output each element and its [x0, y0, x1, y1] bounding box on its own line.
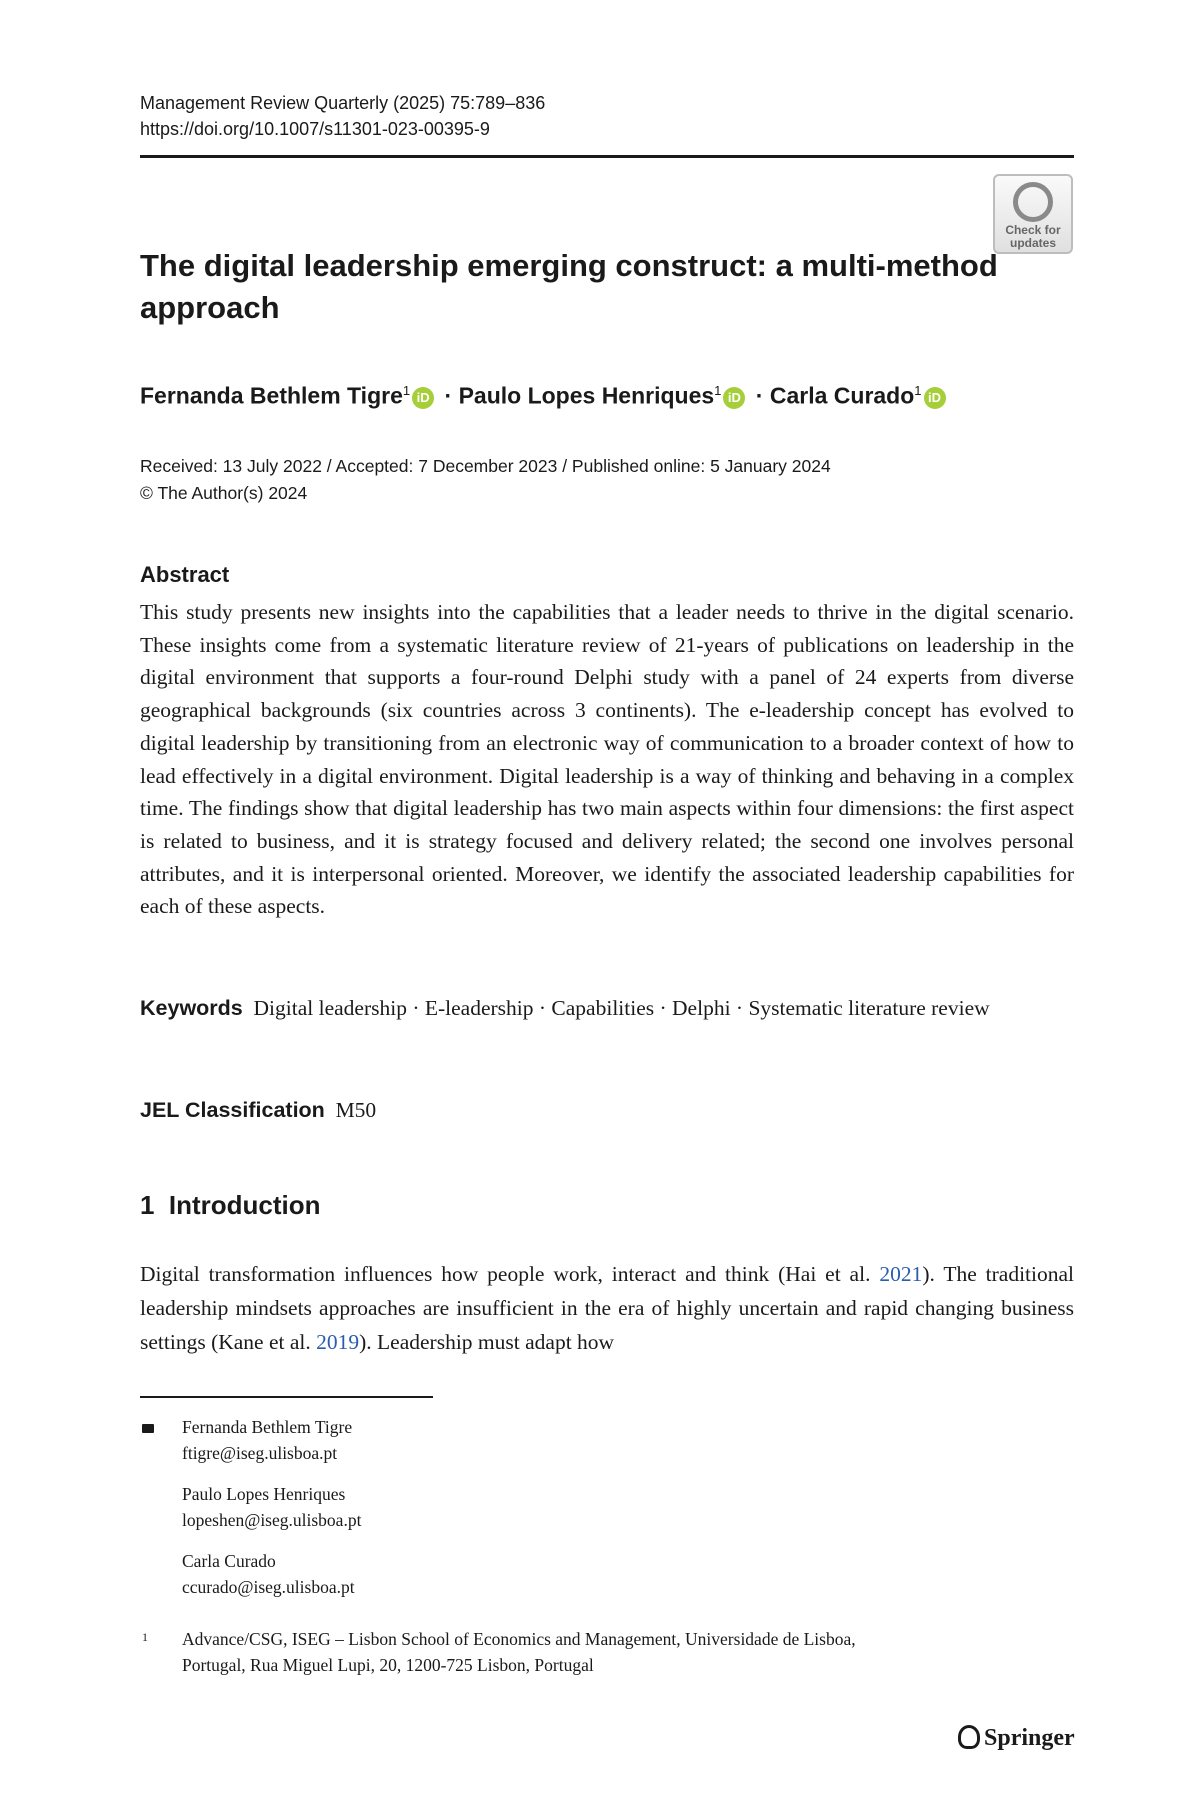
- envelope-icon: [142, 1424, 154, 1433]
- keywords: [140, 992, 1074, 1025]
- doi-link[interactable]: https://doi.org/10.1007/s11301-023-00395-9: [140, 119, 490, 139]
- contact-email[interactable]: lopeshen@iseg.ulisboa.pt: [182, 1510, 362, 1530]
- contact-email[interactable]: ftigre@iseg.ulisboa.pt: [182, 1443, 338, 1463]
- keywords-label: Keywords: [140, 996, 243, 1020]
- paper-title: The digital leadership emerging construct: a multi-method approach: [140, 248, 998, 325]
- author-name[interactable]: Paulo Lopes Henriques: [458, 382, 715, 409]
- contact-name: Carla Curado: [182, 1551, 276, 1571]
- header-rule: [140, 155, 1074, 158]
- affiliation-number: 1: [142, 1630, 148, 1644]
- author-affil-mark: 1: [914, 383, 922, 398]
- dates-line: Received: 13 July 2022 / Accepted: 7 December 2023 / Published online: 5 January 2024: [140, 456, 831, 476]
- publisher-name: Springer: [984, 1725, 1075, 1751]
- section-heading-introduction: 1 Introduction: [140, 1190, 321, 1220]
- orcid-icon[interactable]: iD: [924, 387, 946, 409]
- affiliation-line: Portugal, Rua Miguel Lupi, 20, 1200-725 Lisbon, Portugal: [182, 1655, 594, 1675]
- publisher-logo: [958, 1725, 1075, 1752]
- intro-text: Digital transformation influences how people work, interact and think (Hai et al.: [140, 1262, 880, 1286]
- abstract-heading: Abstract: [140, 562, 230, 587]
- footnote-rule: [140, 1396, 433, 1398]
- contact: [182, 1548, 355, 1600]
- badge-line1: Check for: [1005, 223, 1061, 237]
- check-for-updates-badge[interactable]: [993, 174, 1073, 254]
- author-affil-mark: 1: [402, 383, 411, 398]
- affiliation-line: Advance/CSG, ISEG – Lisbon School of Economics and Management, Universidade de Lisboa,: [182, 1629, 856, 1649]
- contact-email[interactable]: ccurado@iseg.ulisboa.pt: [182, 1577, 355, 1597]
- abstract-text: This study presents new insights into the capabilities that a leader needs to thrive in the digital scenario. These insights come from a systematic literature review of 21-years of publications on leadership in the digital environment that supports a four-round Delphi study with a panel of 24 experts from diverse geographical backgrounds (six countries across 3 continents). The e-leadership concept has evolved to digital leadership by transitioning from an electronic way of communication to a broader context of how to lead effectively in a digital environment. Digital leadership is a way of thinking and behaving in a complex time. The findings show that digital leadership has two main aspects within four dimensions: the first aspect is related to business, and it is strategy focused and delivery related; the second one involves personal attributes, and it is interpersonal oriented. Moreover, we identify the associated leadership capabilities for each of these aspects.: [140, 600, 1074, 919]
- journal-citation: Management Review Quarterly (2025) 75:789–836: [140, 93, 546, 113]
- contact-name: Fernanda Bethlem Tigre: [182, 1417, 353, 1437]
- springer-horse-icon: [958, 1725, 980, 1749]
- author-name[interactable]: Fernanda Bethlem Tigre: [140, 382, 403, 409]
- citation-link[interactable]: 2021: [879, 1262, 923, 1286]
- keywords-text: Digital leadership · E-leadership · Capabilities · Delphi · Systematic literature review: [253, 996, 990, 1020]
- publication-dates: [140, 453, 831, 507]
- jel-value: M50: [335, 1098, 377, 1122]
- journal-header: [140, 90, 545, 142]
- author-name[interactable]: Carla Curado: [769, 382, 915, 409]
- intro-text: ). Leadership must adapt how: [359, 1330, 615, 1354]
- contact: [182, 1481, 361, 1533]
- copyright-line: © The Author(s) 2024: [140, 483, 308, 503]
- affiliation: [182, 1626, 856, 1678]
- author-separator: ·: [444, 382, 453, 409]
- author-list: [140, 376, 950, 411]
- badge-line2: updates: [1009, 236, 1056, 250]
- introduction-paragraph: [140, 1257, 1074, 1359]
- intro-text: ). The traditional leadership mindsets approaches are insufficient in the era of highly uncertain and rapid changing business settings (Kane et al.: [140, 1262, 1075, 1354]
- contact-name: Paulo Lopes Henriques: [182, 1484, 346, 1504]
- author-separator: ·: [755, 382, 764, 409]
- jel-classification: [140, 1094, 376, 1126]
- corresponding-contact: [182, 1414, 352, 1466]
- citation-link[interactable]: 2019: [316, 1330, 360, 1354]
- orcid-icon[interactable]: iD: [412, 387, 434, 409]
- author-affil-mark: 1: [714, 383, 722, 398]
- update-circle-icon: [1013, 182, 1053, 222]
- orcid-icon[interactable]: iD: [723, 387, 745, 409]
- jel-label: JEL Classification: [140, 1098, 325, 1122]
